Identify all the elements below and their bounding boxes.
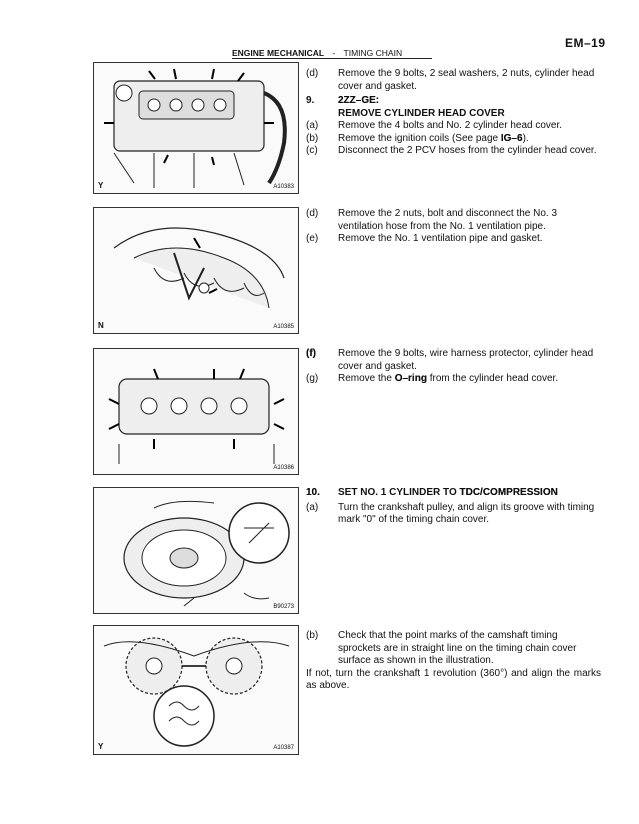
item-text: Remove the 4 bolts and No. 2 cylinder head cover. [338,120,563,131]
page-number: EM–19 [565,36,606,50]
item-key: (a) [306,501,319,513]
item-text: Disconnect the 2 PCV hoses from the cylinder head cover. [338,145,597,156]
item-text: Turn the crankshaft pulley, and align its groove with timing mark "0" of the timing chain cover. [338,501,595,525]
item-key: (a) [306,120,319,131]
step-item [306,120,601,133]
item-text: Check that the point marks of the camshaft timing sprockets are in straight line on the timing chain cover surface as shown in the illustration. [338,630,577,666]
figure-cylinder-head-cover [93,62,299,194]
item-key: (c) [306,145,318,156]
step-item [306,208,601,233]
step-title-text: REMOVE CYLINDER HEAD COVER [338,107,505,119]
item-key: (g) [306,373,319,384]
figure-corner-mark: N [98,321,104,330]
head-cover-illustration [94,349,298,474]
step-heading [306,95,601,108]
figure-code: A10386 [273,465,294,471]
header-rule [232,58,432,59]
figure-crankshaft-pulley [93,487,299,614]
step-item [306,348,601,373]
section-title: ENGINE MECHANICAL [232,48,325,58]
item-text: Remove the No. 1 ventilation pipe and gasket. [338,233,543,244]
item-text: Remove the 2 nuts, bolt and disconnect the No. 3 ventilation hose from the No. 1 ventilation pipe. [338,208,558,232]
item-key: (d) [306,68,319,79]
figure-code: A10387 [273,745,294,751]
item-text: Remove the ignition coils (See page [338,132,501,144]
part-reference: O–ring [394,373,427,384]
figure-camshaft-sprockets [93,625,299,755]
step-item [306,145,601,158]
step-title [306,108,601,121]
note-paragraph: If not, turn the crankshaft 1 revolution (360°) and align the marks as above. [306,667,601,691]
item-key: (d) [306,208,319,219]
text-block-4 [306,487,601,527]
header-separator: - [332,48,336,58]
item-text: ). [522,132,529,144]
step-number: 10. [306,487,320,498]
item-text: from the cylinder head cover. [426,373,559,384]
step-item [306,502,601,527]
item-key: (f) [306,348,316,359]
text-block-3 [306,348,601,386]
step-item [306,68,601,93]
figure-corner-mark: Y [98,742,104,751]
text-block-5 [306,630,601,693]
text-block-2 [306,208,601,246]
step-item [306,630,601,668]
running-header [232,48,402,58]
step-item [306,233,601,246]
figure-code: A10383 [273,184,294,190]
subsection-title: TIMING CHAIN [343,48,403,58]
step-title-text: SET NO. 1 CYLINDER TO [338,487,460,498]
figure-code: B90273 [273,604,294,610]
intake-manifold-illustration [94,208,298,333]
step-heading [306,487,601,500]
step-number: 9. [306,95,315,106]
item-key: (e) [306,233,319,244]
item-key: (b) [306,132,319,144]
step-title-reference: TDC/COMPRESSION [459,487,558,498]
engine-head-illustration [94,63,298,193]
timing-sprockets-illustration [94,626,298,754]
page-reference: IG–6 [500,132,523,144]
figure-ventilation-pipe [93,207,299,334]
item-text: Remove the [338,373,395,384]
item-text: Remove the 9 bolts, 2 seal washers, 2 nuts, cylinder head cover and gasket. [338,68,595,92]
step-item [306,373,601,386]
figure-head-cover-bolts [93,348,299,475]
item-key: (b) [306,630,319,641]
figure-code: A10385 [273,324,294,330]
text-block-1 [306,68,601,158]
item-text: Remove the 9 bolts, wire harness protector, cylinder head cover and gasket. [338,348,594,372]
crankshaft-pulley-illustration [94,488,298,613]
figure-corner-mark: Y [98,181,104,190]
step-item [306,133,601,146]
engine-variant: 2ZZ–GE: [338,95,380,106]
